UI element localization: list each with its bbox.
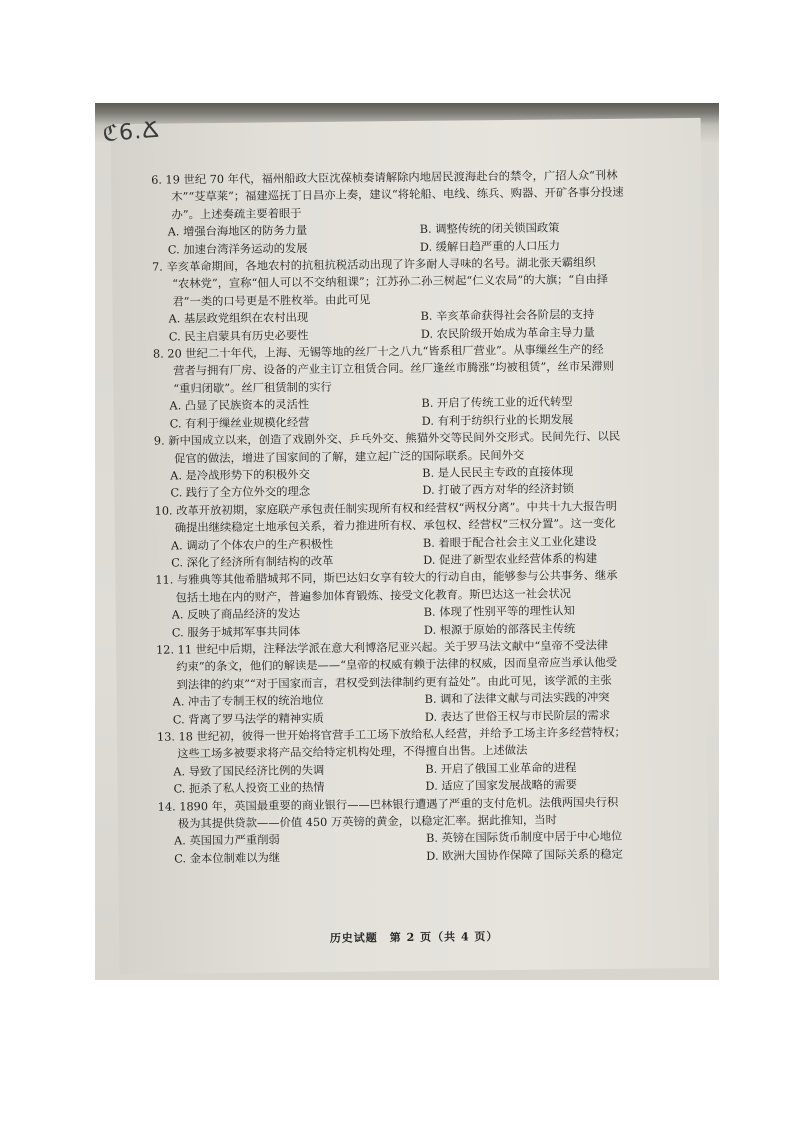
question-stem — [154, 427, 674, 467]
option-d: D. 打破了西方对华的经济封锁 — [422, 482, 574, 498]
stem-line: 办”。上述奏疏主要着眼于 — [171, 206, 302, 222]
stem-line: 约束”的条文，他们的解读是——“皇帝的权威有赖于法律的权威，因而皇帝应当承认他受 — [176, 656, 618, 674]
option-a: A. 凸显了民族资本的灵活性 — [169, 398, 310, 413]
option-b: B. 辛亥革命获得社会各阶层的支持 — [420, 308, 595, 324]
question-list — [151, 166, 678, 868]
stem-line: “农林党”，宣称“佃人可以不交纳租课”；江苏孙二孙三树起“仁义农局”的大旗；“自由择 — [172, 273, 609, 291]
stem-line: 6. 19 世纪 70 年代，福州船政大臣沈葆桢奏请解除内地居民渡海赴台的禁令，广招人众“刊林 — [151, 168, 618, 187]
question-6 — [151, 166, 672, 258]
question-stem — [158, 793, 678, 833]
stem-line: 12. 11 世纪中后期，注释法学派在意大利博洛尼亚兴起。关于罗马法文献中“皇帝不受法律 — [156, 638, 609, 657]
option-c: C. 扼杀了私人投资工业的热情 — [173, 781, 325, 796]
option-a: A. 增强台海地区的防务力量 — [167, 224, 308, 239]
question-stem — [157, 723, 677, 763]
option-b: B. 开启了俄国工业革命的进程 — [425, 761, 577, 776]
question-12 — [156, 636, 677, 728]
option-c: C. 服务于城邦军事共同体 — [171, 624, 301, 640]
stem-line: 包括土地在内的财产，普遍参加体育锻炼、接受文化教育。斯巴达这一社会状况 — [175, 587, 571, 605]
option-d: D. 欧洲大国协作保障了国际关系的稳定 — [426, 847, 623, 863]
option-d: D. 适应了国家发展战略的需要 — [425, 778, 577, 794]
handwritten-scribble: ℭ6.Ճ — [101, 117, 161, 148]
stem-line: 14. 1890 年，英国最重要的商业银行——巴林银行遭遇了严重的支付危机。法俄两国央行积 — [157, 795, 619, 814]
option-a: A. 反映了商品经济的发达 — [171, 607, 301, 622]
option-d: D. 农民阶级开始成为革命主导力量 — [420, 325, 595, 341]
option-d: D. 根源于原始的部落民主传统 — [423, 621, 576, 637]
answer-options — [155, 532, 675, 572]
question-stem — [155, 567, 675, 607]
answer-options — [157, 758, 677, 798]
question-10 — [155, 497, 676, 572]
option-a: A. 英国国力严重削弱 — [174, 833, 280, 848]
question-9 — [154, 427, 675, 502]
option-b: B. 体现了性别平等的理性认知 — [423, 604, 575, 620]
stem-line: 促官的做法，增进了国家间的了解，建立起广泛的国际联系。民间外交 — [174, 448, 525, 465]
stem-line: 这些工场多被要求将产品交给特定机构处理，不得擅自出售。上述做法 — [177, 744, 528, 761]
photo-frame — [95, 103, 719, 980]
option-d: D. 缓解日趋严重的人口压力 — [419, 239, 561, 254]
option-b: B. 开启了传统工业的近代转型 — [421, 395, 573, 411]
option-d: D. 表达了世俗王权与市民阶层的需求 — [424, 708, 611, 724]
stem-line: 确提出继续稳定土地承包关系，着力推进所有权、承包权、经营权“三权分置”。这一变化 — [174, 516, 616, 535]
option-b: B. 调整传统的闭关锁国政策 — [419, 221, 560, 237]
stem-line: 10. 改革开放初期，家庭联产承包责任制实现所有权和经营权“两权分离”。中共十九大报告明 — [154, 499, 618, 518]
question-7 — [152, 253, 673, 345]
question-13 — [157, 723, 678, 798]
question-stem — [156, 636, 677, 694]
answer-options — [152, 218, 672, 258]
stem-line: 13. 18 世纪初，彼得一世开始将官营手工工场下放给私人经营，并给予工场主许多经营特权； — [156, 725, 626, 744]
option-c: C. 民主启蒙具有历史必要性 — [168, 328, 309, 344]
stem-line: 营者与拥有厂房、设备的产业主订立租赁合同。丝厂逢丝市腾涨“均被租赁”，丝市呆滞则 — [173, 360, 615, 378]
option-c: C. 深化了经济所有制结构的改革 — [171, 554, 334, 570]
stem-line: 8. 20 世纪二十年代，上海、无锡等地的丝厂十之八九“皆系租厂营业”。从事缫丝生产的经 — [152, 343, 604, 361]
stem-line: 君”一类的口号更是不胜枚举。由此可见 — [172, 293, 371, 309]
stem-line: 7. 辛亥革命期间，各地农村的抗租抗税活动出现了许多耐人寻味的名号。湖北张天霸组织 — [151, 256, 596, 274]
stem-line: 11. 与雅典等其他希腊城邦不同，斯巴达妇女享有较大的行动自由，能够参与公共事务、继承 — [155, 569, 618, 588]
stem-line: 9. 新中国成立以来，创造了戏剧外交、乒乓外交、熊猫外交等民间外交形式。民间先行、以民 — [153, 429, 621, 448]
option-d: D. 有利于纺织行业的长期发展 — [421, 412, 574, 428]
stem-line: 极为其提供贷款——价值 450 万英镑的黄金，以稳定汇率。据此推知，当时 — [177, 813, 557, 831]
stem-line: “重归闭歇”。丝厂租赁制的实行 — [173, 380, 332, 396]
option-a: A. 调动了个体农户的生产积极性 — [170, 537, 334, 553]
question-11 — [155, 567, 676, 642]
answer-options — [157, 688, 677, 728]
option-b: B. 调和了法律文献与司法实践的冲突 — [424, 691, 610, 707]
answer-options — [153, 305, 673, 345]
option-c: C. 背离了罗马法学的精神实质 — [172, 711, 324, 727]
option-c: C. 践行了全方位外交的理念 — [170, 485, 311, 500]
option-d: D. 促进了新型农业经营体系的构建 — [423, 551, 598, 567]
option-c: C. 有利于缫丝业规模化经营 — [169, 415, 310, 431]
option-a: A. 基层政党组织在农村出现 — [168, 311, 309, 326]
answer-options — [158, 828, 678, 868]
option-b: B. 是人民民主专政的直接体现 — [422, 465, 574, 480]
question-stem — [152, 253, 673, 311]
option-b: B. 英镑在国际货币制度中居于中心地位 — [425, 830, 623, 846]
page-footer: 历史试题 第 2 页（共 4 页） — [329, 930, 499, 945]
option-c: C. 金本位制难以为继 — [174, 851, 281, 866]
question-14 — [158, 793, 679, 868]
exam-paper — [101, 117, 710, 974]
stem-line: 木”“芟草莱”；福建巡抚丁日昌亦上奏，建议“将轮船、电线、练兵、购器、开矿各事分投速 — [171, 186, 624, 204]
option-c: C. 加速台湾洋务运动的发展 — [167, 241, 308, 257]
question-8 — [153, 340, 674, 432]
question-stem — [153, 340, 674, 398]
answer-options — [156, 601, 676, 641]
question-stem — [155, 497, 675, 537]
option-a: A. 导致了国民经济比例的失调 — [173, 763, 325, 779]
option-a: A. 是冷战形势下的积极外交 — [170, 467, 310, 483]
option-b: B. 着眼于配合社会主义工业化建设 — [422, 534, 597, 550]
question-stem — [151, 166, 672, 224]
answer-options — [153, 393, 673, 433]
answer-options — [154, 462, 674, 502]
option-a: A. 冲击了专制王权的统治地位 — [172, 694, 324, 709]
stem-line: 到法律的约束”“对于国家而言，君权受到法律制约更有益处”。由此可见，该学派的主张 — [176, 673, 612, 692]
